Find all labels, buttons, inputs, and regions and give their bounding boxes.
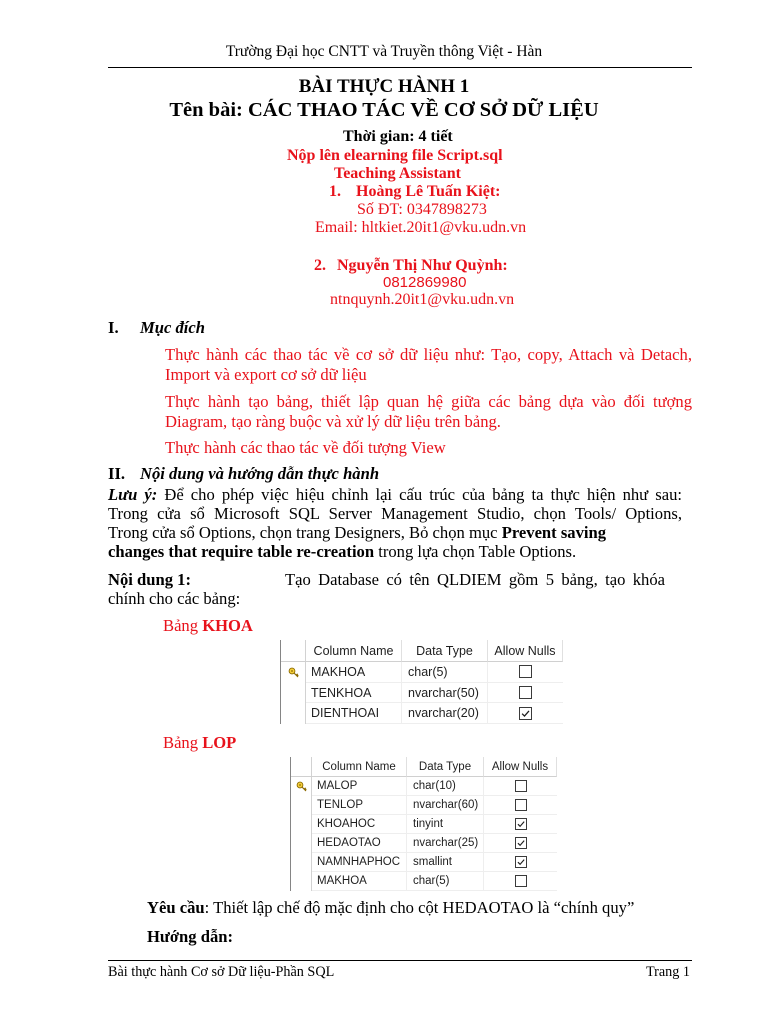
requirement-text: : Thiết lập chế độ mặc định cho cột HEDAOTAO là “chính quy” bbox=[204, 898, 635, 917]
data-type-cell: tinyint bbox=[407, 815, 484, 834]
row-selector-header bbox=[291, 757, 312, 777]
table-row bbox=[291, 872, 556, 891]
note-text-3: Trong cửa sổ Options, chọn trang Designers, Bỏ chọn mục bbox=[108, 523, 498, 542]
table-row bbox=[291, 853, 556, 872]
table-row bbox=[281, 662, 562, 683]
assistant-1-number: 1. bbox=[329, 183, 341, 200]
row-selector bbox=[291, 777, 312, 796]
allow-nulls-cell bbox=[488, 662, 563, 683]
table-row bbox=[291, 834, 556, 853]
data-type-cell: nvarchar(25) bbox=[407, 834, 484, 853]
column-name-cell: TENKHOA bbox=[306, 683, 402, 704]
row-selector bbox=[291, 815, 312, 834]
table-caption-khoa bbox=[163, 616, 253, 636]
allow-nulls-cell bbox=[484, 815, 557, 834]
row-selector bbox=[291, 872, 312, 891]
submission-note: Nộp lên elearning file Script.sql bbox=[287, 147, 503, 164]
table-caption-name: LOP bbox=[202, 733, 237, 752]
assistant-1-phone: Số ĐT: 0347898273 bbox=[357, 201, 487, 218]
duration: Thời gian: 4 tiết bbox=[343, 128, 453, 145]
content-1-label: Nội dung 1: bbox=[108, 570, 191, 589]
column-header-data-type: Data Type bbox=[402, 640, 488, 662]
section-2-heading: Nội dung và hướng dẫn thực hành bbox=[140, 464, 380, 483]
allow-nulls-checkbox-checked bbox=[515, 856, 527, 868]
column-name-cell: TENLOP bbox=[312, 796, 407, 815]
content-1-text-line-2: chính cho các bảng: bbox=[108, 589, 241, 608]
content-1-text-line-1: Tạo Database có tên QLDIEM gồm 5 bảng, tạo khóa bbox=[285, 570, 665, 589]
data-type-cell: nvarchar(20) bbox=[402, 703, 488, 724]
allow-nulls-cell bbox=[484, 777, 557, 796]
table-row bbox=[281, 683, 562, 704]
column-header-column-name: Column Name bbox=[306, 640, 402, 662]
guide-label: Hướng dẫn: bbox=[147, 927, 234, 946]
table-caption-label: Bảng bbox=[163, 616, 199, 635]
allow-nulls-cell bbox=[484, 796, 557, 815]
assistant-2-email: ntnquynh.20it1@vku.udn.vn bbox=[330, 291, 515, 308]
data-type-cell: smallint bbox=[407, 853, 484, 872]
table-lop bbox=[290, 757, 556, 891]
lesson-title: Tên bài: CÁC THAO TÁC VỀ CƠ SỞ DỮ LIỆU bbox=[169, 99, 599, 121]
checkmark-icon bbox=[516, 838, 526, 848]
data-type-cell: char(5) bbox=[402, 662, 488, 683]
table-header-row bbox=[291, 757, 556, 777]
row-selector bbox=[291, 796, 312, 815]
allow-nulls-checkbox-checked bbox=[515, 818, 527, 830]
section-2-number: II. bbox=[108, 464, 126, 483]
assistant-1-email: Email: hltkiet.20it1@vku.udn.vn bbox=[315, 219, 527, 236]
footer-rule bbox=[108, 960, 692, 961]
column-header-data-type: Data Type bbox=[407, 757, 484, 777]
objective-2-line-1: Thực hành tạo bảng, thiết lập quan hệ giữa các bảng dựa vào đối tượng bbox=[165, 392, 692, 411]
column-name-cell: MAKHOA bbox=[306, 662, 402, 683]
table-row bbox=[291, 815, 556, 834]
section-1-number: I. bbox=[108, 318, 119, 337]
objective-1-line-1: Thực hành các thao tác về cơ sở dữ liệu như: Tạo, copy, Attach và Detach, bbox=[165, 345, 692, 364]
column-name-cell: DIENTHOAI bbox=[306, 703, 402, 724]
allow-nulls-cell bbox=[488, 703, 563, 724]
page-number: Trang 1 bbox=[645, 964, 690, 980]
data-type-cell: char(5) bbox=[407, 872, 484, 891]
table-caption-lop bbox=[163, 733, 236, 753]
lab-title: BÀI THỰC HÀNH 1 bbox=[298, 76, 470, 97]
row-selector-header bbox=[281, 640, 306, 662]
column-name-cell: NAMNHAPHOC bbox=[312, 853, 407, 872]
checkmark-icon bbox=[520, 708, 531, 719]
allow-nulls-checkbox-checked bbox=[515, 837, 527, 849]
column-name-cell: KHOAHOC bbox=[312, 815, 407, 834]
row-selector bbox=[291, 834, 312, 853]
requirement-line bbox=[147, 898, 634, 918]
column-header-allow-nulls: Allow Nulls bbox=[488, 640, 563, 662]
allow-nulls-cell bbox=[484, 872, 557, 891]
assistant-1-name: Hoàng Lê Tuấn Kiệt: bbox=[356, 183, 501, 200]
footer-title: Bài thực hành Cơ sở Dữ liệu-Phần SQL bbox=[108, 964, 335, 980]
allow-nulls-cell bbox=[488, 683, 563, 704]
allow-nulls-checkbox bbox=[515, 875, 527, 887]
data-type-cell: char(10) bbox=[407, 777, 484, 796]
note-text-1: Để cho phép việc hiệu chỉnh lại cấu trúc của bảng ta thực hiện như sau: bbox=[164, 485, 682, 504]
header-rule bbox=[108, 67, 692, 68]
note-line-3 bbox=[108, 523, 606, 543]
note-line-2: Trong cửa sổ Microsoft SQL Server Management Studio, chọn Tools/ Options, bbox=[108, 504, 682, 523]
teaching-assistant-heading: Teaching Assistant bbox=[334, 165, 461, 182]
allow-nulls-cell bbox=[484, 853, 557, 872]
allow-nulls-checkbox bbox=[515, 799, 527, 811]
note-label: Lưu ý: bbox=[108, 485, 158, 504]
table-row bbox=[291, 796, 556, 815]
requirement-label: Yêu cầu bbox=[147, 898, 205, 917]
assistant-2-phone: 0812869980 bbox=[383, 274, 467, 291]
objective-2-line-2: Diagram, tạo ràng buộc và xử lý dữ liệu trên bảng. bbox=[165, 412, 501, 431]
note-text-4: trong lựa chọn Table Options. bbox=[378, 542, 577, 561]
row-selector bbox=[281, 703, 306, 724]
allow-nulls-checkbox-checked bbox=[519, 707, 532, 720]
option-name-part-1: Prevent saving bbox=[501, 523, 607, 542]
key-icon bbox=[288, 667, 299, 678]
allow-nulls-cell bbox=[484, 834, 557, 853]
section-1-heading: Mục đích bbox=[140, 318, 205, 337]
table-caption-name: KHOA bbox=[202, 616, 253, 635]
checkmark-icon bbox=[516, 857, 526, 867]
checkmark-icon bbox=[516, 819, 526, 829]
allow-nulls-checkbox bbox=[519, 665, 532, 678]
table-caption-label: Bảng bbox=[163, 733, 199, 752]
table-khoa bbox=[280, 640, 562, 724]
row-selector bbox=[291, 853, 312, 872]
row-selector bbox=[281, 662, 306, 683]
assistant-2-number: 2. bbox=[314, 257, 326, 274]
page-header-school: Trường Đại học CNTT và Truyền thông Việt - Hàn bbox=[225, 43, 543, 60]
data-type-cell: nvarchar(60) bbox=[407, 796, 484, 815]
column-header-allow-nulls: Allow Nulls bbox=[484, 757, 557, 777]
assistant-2-name: Nguyễn Thị Như Quỳnh: bbox=[337, 257, 508, 274]
key-icon bbox=[296, 781, 307, 792]
column-name-cell: MALOP bbox=[312, 777, 407, 796]
column-name-cell: HEDAOTAO bbox=[312, 834, 407, 853]
objective-1-line-2: Import và export cơ sở dữ liệu bbox=[165, 365, 367, 384]
option-name-part-2: changes that require table re-creation bbox=[108, 542, 375, 561]
column-name-cell: MAKHOA bbox=[312, 872, 407, 891]
allow-nulls-checkbox bbox=[519, 686, 532, 699]
table-header-row bbox=[281, 640, 562, 662]
row-selector bbox=[281, 683, 306, 704]
allow-nulls-checkbox bbox=[515, 780, 527, 792]
table-row bbox=[291, 777, 556, 796]
data-type-cell: nvarchar(50) bbox=[402, 683, 488, 704]
column-header-column-name: Column Name bbox=[312, 757, 407, 777]
table-row bbox=[281, 703, 562, 724]
note-line-4 bbox=[108, 542, 576, 562]
objective-3-line-1: Thực hành các thao tác về đối tượng View bbox=[165, 438, 446, 457]
note-line-1 bbox=[108, 485, 682, 505]
